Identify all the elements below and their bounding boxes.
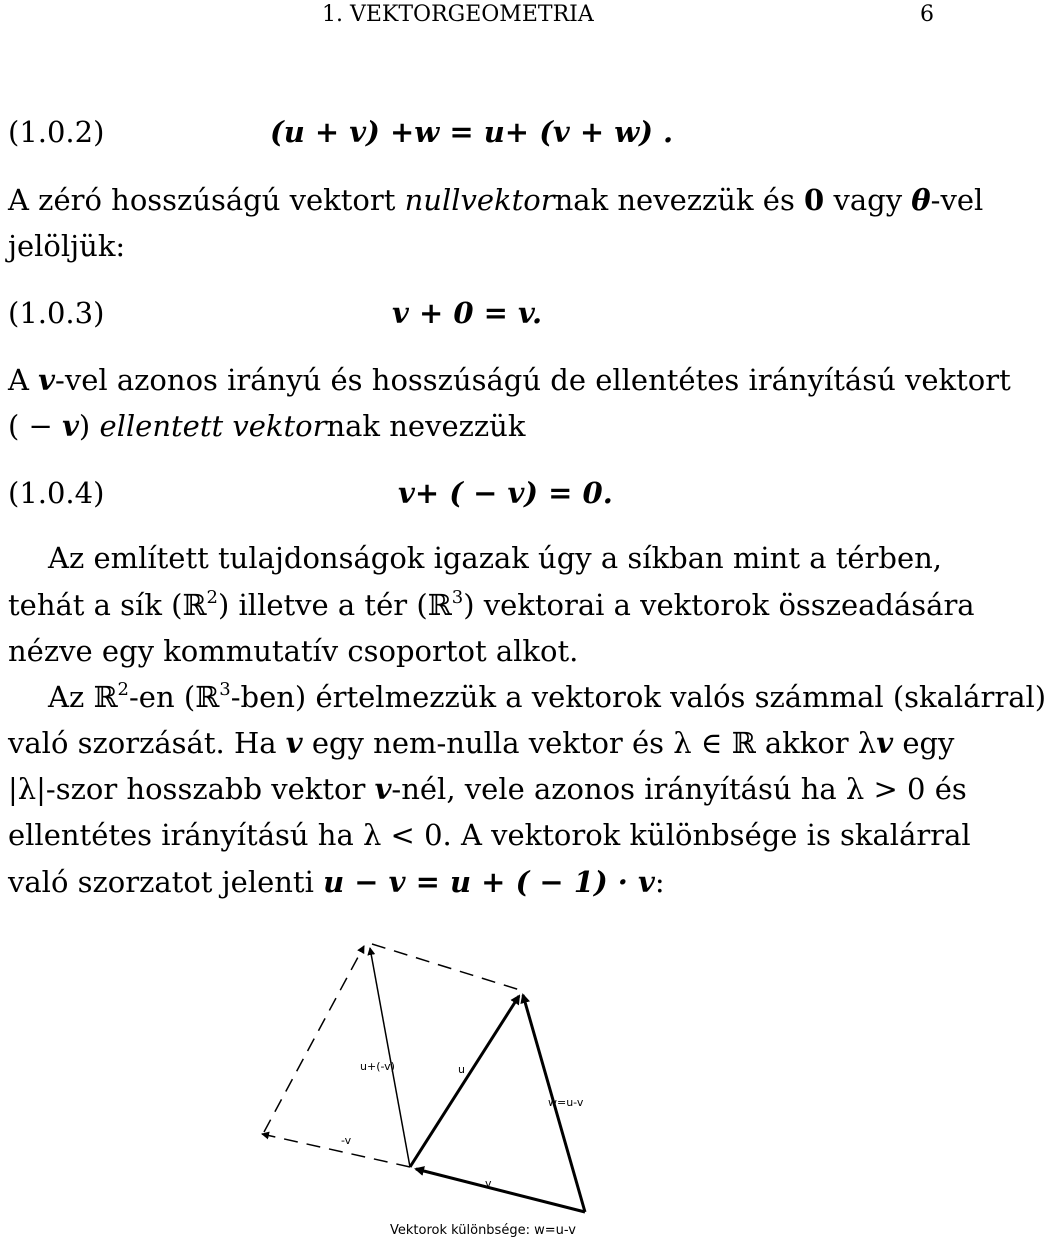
text-span: egy [893, 726, 955, 760]
vector-v: v [38, 363, 56, 397]
text-span: való szorzását. Ha [8, 726, 286, 760]
equation-label-103: (1.0.3) [8, 296, 105, 330]
vector-v: v [285, 726, 303, 760]
figure-caption: Vektorok különbsége: w=u-v [390, 1223, 576, 1238]
text-span: -nél, vele azonos irányítású ha λ > 0 és [391, 772, 967, 806]
equation-104: v+ ( − v) = 0. [398, 476, 613, 510]
text-span: ) vektorai a vektorok összeadására [463, 588, 975, 622]
vector-v-arrow [416, 1169, 585, 1212]
text-span: : [654, 865, 665, 899]
text-span: nak nevezzük [326, 409, 526, 443]
vector-w [410, 996, 519, 1167]
label-minus-v: -v [341, 1134, 352, 1147]
vector-difference-figure [0, 930, 960, 1241]
text-span: -vel azonos irányú és hosszúságú de ellentétes irányítású vektort [55, 363, 1011, 397]
dashed-parallel-u-plus-minus-v [264, 946, 364, 1132]
paragraph-scalar-line1 [48, 679, 1046, 714]
term-ellentett-vektor: ellentett vektor [99, 409, 327, 443]
label-w: w=u-v [548, 1096, 584, 1109]
text-span: ( − [8, 409, 63, 443]
page-number: 6 [920, 2, 934, 27]
text-span: tehát a sík (ℝ [8, 588, 207, 622]
vector-minus-v [262, 1134, 410, 1167]
paragraph-scalar-line5 [8, 865, 665, 899]
equation-103: v + 0 = v. [392, 296, 543, 330]
text-span: A [8, 363, 39, 397]
paragraph-nullvector-line2: jelöljük: [8, 229, 126, 263]
label-u-plus-minus-v: u+(-v) [360, 1060, 395, 1073]
paragraph-properties-line3: nézve egy kommutatív csoportot alkot. [8, 634, 579, 668]
paragraph-scalar-line4: ellentétes irányítású ha λ < 0. A vektorok különbsége is skalárral [8, 818, 971, 852]
paragraph-nullvector-line1 [8, 183, 984, 217]
vector-v: v [374, 772, 392, 806]
paragraph-opposite-line1 [8, 363, 1011, 397]
text-span: |λ|-szor hosszabb vektor [8, 772, 375, 806]
text-span: -en (ℝ [129, 680, 220, 714]
vector-u-plus-minus-v [370, 948, 410, 1167]
text-span: ) [78, 409, 100, 443]
label-u: u [458, 1063, 465, 1076]
paragraph-properties-line1: Az említett tulajdonságok igazak úgy a síkban mint a térben, [48, 541, 943, 575]
label-v: v [485, 1177, 492, 1190]
text-span: Az ℝ [48, 680, 118, 714]
term-nullvektor: nullvektor [404, 183, 555, 217]
superscript: 3 [219, 679, 231, 700]
text-span: vagy [824, 183, 912, 217]
vector-v: v [62, 409, 79, 443]
dashed-top-edge [372, 944, 520, 990]
chapter-title: 1. VEKTORGEOMETRIA [322, 2, 594, 27]
equation-label-104: (1.0.4) [8, 476, 105, 510]
running-header [322, 2, 594, 27]
superscript: 2 [117, 679, 129, 700]
difference-formula: u − v = u + ( − 1) · v [323, 865, 655, 899]
text-span: -vel [930, 183, 984, 217]
text-span: való szorzatot jelenti [8, 865, 324, 899]
paragraph-scalar-line2 [8, 726, 955, 760]
theta-symbol: θ [911, 183, 931, 217]
text-span: A zéró hosszúságú vektort [8, 183, 405, 217]
zero-vector-symbol: 0 [804, 183, 825, 217]
paragraph-opposite-line2 [8, 409, 526, 443]
text-span: egy nem-nulla vektor és λ ∈ ℝ akkor λ [302, 726, 877, 760]
paragraph-scalar-line3 [8, 772, 967, 806]
superscript: 3 [451, 587, 464, 608]
equation-label-102: (1.0.2) [8, 115, 105, 149]
vector-v: v [876, 726, 894, 760]
text-span: -ben) értelmezzük a vektorok valós számmal (skalárral) [230, 680, 1046, 714]
equation-102: (u + v) +w = u+ (v + w) . [270, 115, 674, 149]
text-span: ) illetve a tér (ℝ [217, 588, 452, 622]
paragraph-properties-line2 [8, 587, 975, 622]
superscript: 2 [206, 587, 218, 608]
text-span: nak nevezzük és [554, 183, 805, 217]
